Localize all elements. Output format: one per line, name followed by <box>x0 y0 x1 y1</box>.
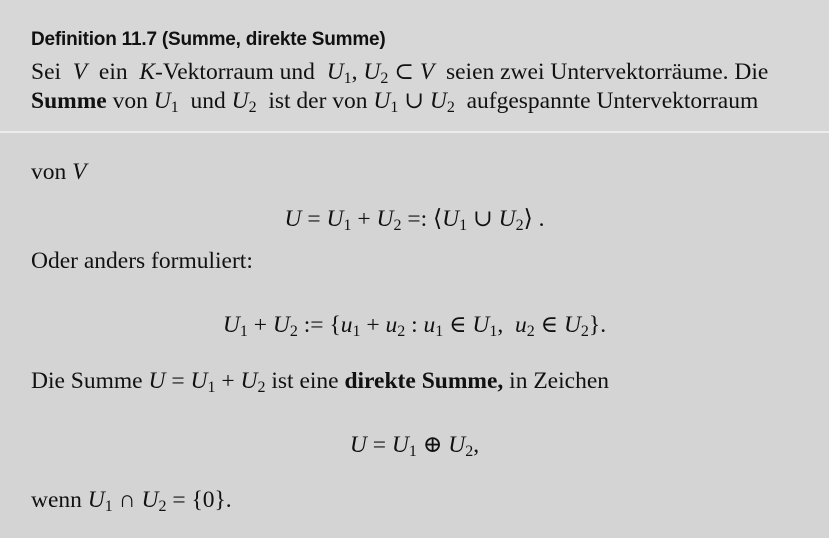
definition-line-2: Summe von $U_1$ und $U_2$ ist der von $U_1$ ∪ $U_2$ aufgespannte Untervektorraum <box>31 88 759 116</box>
equation-direct-sum: $U = U_1$ ⊕ $U_2$, <box>349 432 480 460</box>
body-line-von-v: von V <box>31 159 87 185</box>
definition-line-1: Sei V ein K-Vektorraum und $U_1$, $U_2$ ⊂ V seien zwei Untervektorräume. Die <box>31 59 769 87</box>
definition-title: Definition 11.7 (Summe, direkte Summe) <box>31 29 386 50</box>
equation-sum-span: $U = U_1 + U_2$ =: $⟨U_1$ ∪ $U_2⟩$ . <box>284 206 545 234</box>
body-line-direkte-summe: Die Summe $U = U_1 + U_2$ ist eine direkte Summe, in Zeichen <box>31 368 610 396</box>
equation-sum-set: $U_1 + U_2$ := {$u_1 + u_2$ : $u_1$ ∈ $U_1$, $u_2$ ∈ $U_2$}. <box>222 312 607 340</box>
body-line-oder: Oder anders formuliert: <box>31 248 253 274</box>
body-line-wenn: wenn $U_1$ ∩ $U_2 = \{0\}$. <box>31 487 232 515</box>
definition-header-panel <box>0 0 829 133</box>
